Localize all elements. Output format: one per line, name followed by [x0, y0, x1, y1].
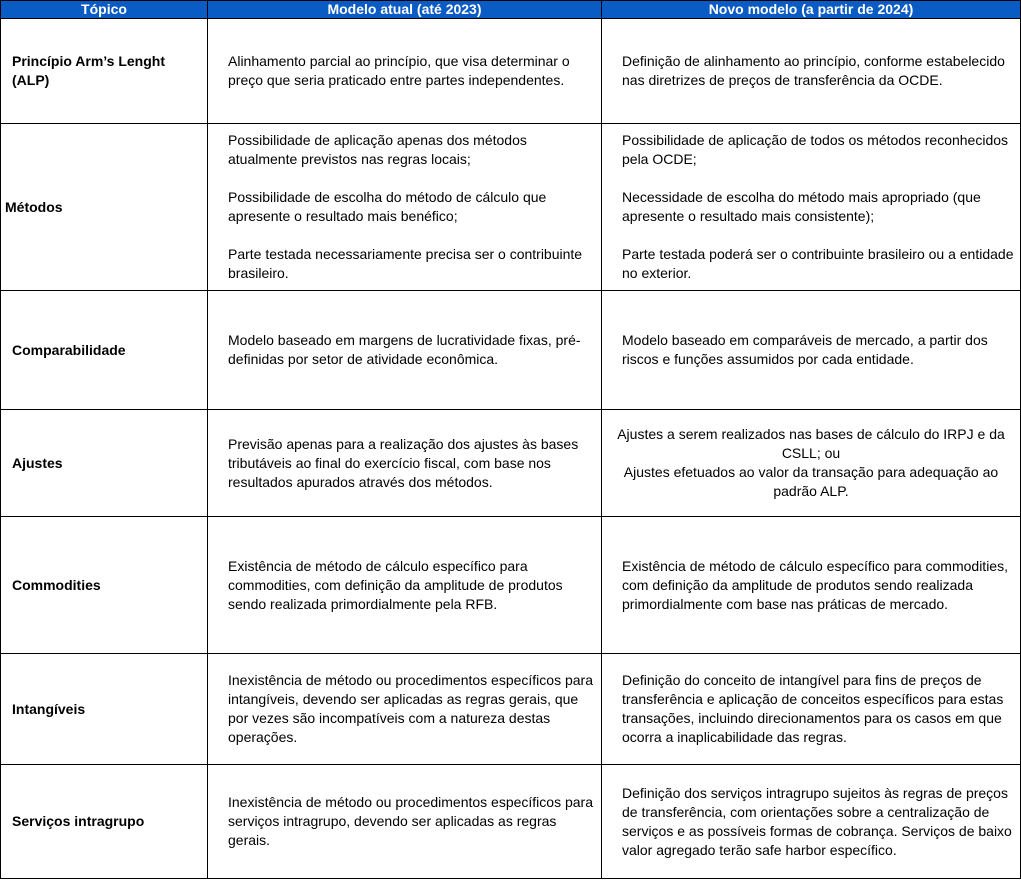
old-model-cell [208, 765, 602, 879]
new-model-text: Definição do conceito de intangível para fins de preços de transferência e aplicação de conceitos específicos para estas transações, incluindo direcionamentos para os casos em que ocorra a inaplicabilidade das regras. [622, 672, 1004, 745]
topic-cell: Serviços intragrupo [1, 765, 208, 879]
header-row [1, 1, 1021, 19]
new-model-cell [602, 19, 1021, 124]
new-model-text: Definição dos serviços intragrupo sujeitos às regras de preços de transferência, com orientações sobre a centralização de serviços e as possíveis formas de cobrança. Serviços de baixo valor agregado terão safe harbor específico. [622, 784, 1012, 858]
old-model-text: Inexistência de método ou procedimentos específicos para serviços intragrupo, devendo ser aplicadas as regras gerais. [228, 794, 593, 848]
old-model-cell [208, 291, 602, 410]
old-model-cell [208, 410, 602, 517]
topic-cell: Comparabilidade [1, 291, 208, 410]
table-row [1, 654, 1021, 765]
header-topic: Tópico [1, 1, 208, 19]
topic-cell: Intangíveis [1, 654, 208, 765]
old-model-cell [208, 19, 602, 124]
new-model-cell [602, 765, 1021, 879]
table-row [1, 19, 1021, 124]
new-model-text: Definição de alinhamento ao princípio, conforme estabelecido nas diretrizes de preços de transferência da OCDE. [622, 53, 1005, 88]
topic-cell: Commodities [1, 517, 208, 654]
new-model-cell [602, 410, 1021, 517]
table-row [1, 517, 1021, 654]
new-model-cell [602, 517, 1021, 654]
new-model-cell [602, 124, 1021, 291]
old-model-cell [208, 517, 602, 654]
old-model-text: Possibilidade de aplicação apenas dos métodos atualmente previstos nas regras locais; [228, 132, 527, 167]
table-row [1, 410, 1021, 517]
old-model-cell [208, 124, 602, 291]
new-model-cell [602, 654, 1021, 765]
old-model-text: Modelo baseado em margens de lucratividade fixas, pré-definidas por setor de atividade econômica. [228, 332, 581, 367]
header-old-model: Modelo atual (até 2023) [208, 1, 602, 19]
new-model-text: Ajustes a serem realizados nas bases de cálculo do IRPJ e da CSLL; ou [617, 426, 1005, 461]
old-model-text: Inexistência de método ou procedimentos específicos para intangíveis, devendo ser aplicadas as regras gerais, que por vezes são incompatíveis com a natureza destas operações. [228, 672, 593, 745]
new-model-text: Modelo baseado em comparáveis de mercado, a partir dos riscos e funções assumidos por cada entidade. [622, 332, 988, 367]
new-model-text: Existência de método de cálculo específico para commodities, com definição da amplitude de produtos sendo realizada primordialmente com base nas práticas de mercado. [622, 557, 1008, 612]
table-row [1, 291, 1021, 410]
new-model-cell [602, 291, 1021, 410]
new-model-text: Parte testada poderá ser o contribuinte brasileiro ou a entidade no exterior. [622, 246, 1014, 281]
old-model-text: Alinhamento parcial ao princípio, que visa determinar o preço que seria praticado entre partes independentes. [228, 53, 570, 88]
topic-cell: Ajustes [1, 410, 208, 517]
header-new-model: Novo modelo (a partir de 2024) [602, 1, 1021, 19]
new-model-text: Ajustes efetuados ao valor da transação para adequação ao padrão ALP. [623, 464, 999, 499]
old-model-text: Previsão apenas para a realização dos ajustes às bases tributáveis ao final do exercício fiscal, com base nos resultados apurados através dos métodos. [228, 435, 579, 490]
table-row [1, 124, 1021, 291]
new-model-text: Possibilidade de aplicação de todos os métodos reconhecidos pela OCDE; [622, 132, 1009, 167]
old-model-text: Possibilidade de escolha do método de cálculo que apresente o resultado mais benéfico; [228, 189, 547, 224]
topic-cell: Princípio Arm’s Lenght (ALP) [1, 19, 208, 124]
new-model-text: Necessidade de escolha do método mais apropriado (que apresente o resultado mais consistente); [622, 189, 981, 224]
old-model-cell [208, 654, 602, 765]
old-model-text: Existência de método de cálculo específico para commodities, com definição da amplitude de produtos sendo realizada primordialmente pela RFB. [228, 557, 563, 612]
table-row [1, 765, 1021, 879]
old-model-text: Parte testada necessariamente precisa ser o contribuinte brasileiro. [228, 246, 583, 281]
topic-cell: Métodos [1, 124, 208, 291]
